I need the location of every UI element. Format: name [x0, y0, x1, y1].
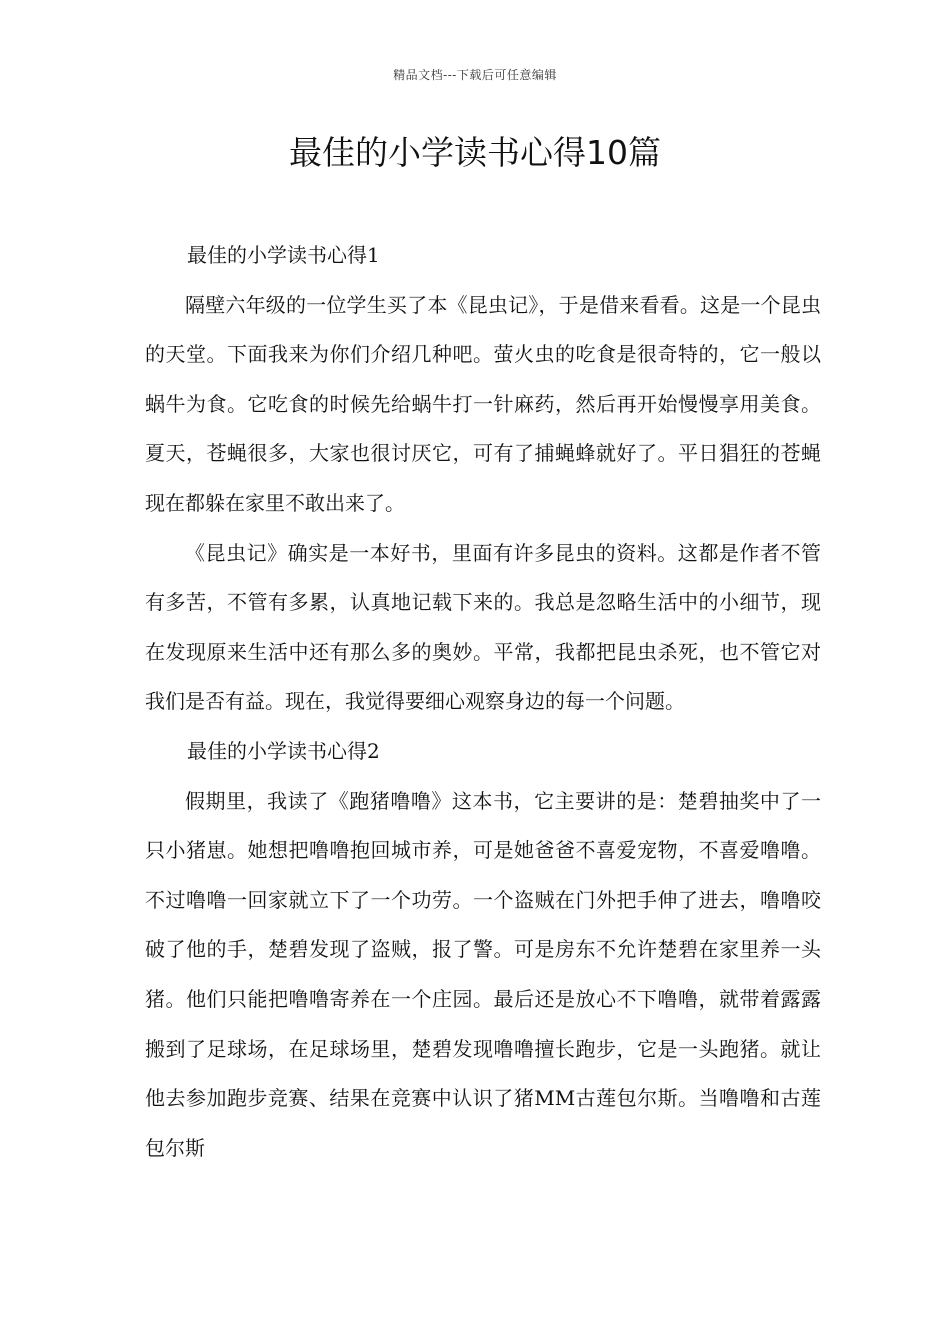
body-paragraph: 隔壁六年级的一位学生买了本《昆虫记》，于是借来看看。这是一个昆虫的天堂。下面我来为你们介绍几种吧。萤火虫的吃食是很奇特的，它一般以蜗牛为食。它吃食的时候先给蜗牛打一针麻药，然后再开始慢慢享用美食。夏天，苍蝇很多，大家也很讨厌它，可有了捕蝇蜂就好了。平日猖狂的苍蝇现在都躲在家里不敢出来了。 — [145, 292, 821, 515]
section-heading: 最佳的小学读书心得2 — [187, 738, 380, 763]
body-paragraph: 假期里，我读了《跑猪噜噜》这本书，它主要讲的是：楚碧抽奖中了一只小猪崽。她想把噜噜抱回城市养，可是她爸爸不喜爱宠物，不喜爱噜噜。不过噜噜一回家就立下了一个功劳。一个盗贼在门外把手伸了进去，噜噜咬破了他的手，楚碧发现了盗贼，报了警。可是房东不允许楚碧在家里养一头猪。他们只能把噜噜寄养在一个庄园。最后还是放心不下噜噜，就带着露露搬到了足球场，在足球场里，楚碧发现噜噜擅长跑步，它是一头跑猪。就让他去参加跑步竞赛、结果在竞赛中认识了猪MM古莲包尔斯。当噜噜和古莲包尔斯 — [145, 788, 821, 1160]
section-heading: 最佳的小学读书心得1 — [187, 243, 380, 267]
header-note: 精品文档---下载后可任意编辑 — [393, 68, 557, 82]
document-body — [145, 231, 821, 1173]
document-title: 最佳的小学读书心得10篇 — [289, 133, 661, 172]
body-paragraph: 《昆虫记》确实是一本好书，里面有许多昆虫的资料。这都是作者不管有多苦，不管有多累，认真地记载下来的。我总是忽略生活中的小细节，现在发现原来生活中还有那么多的奥妙。平常，我都把昆虫杀死，也不管它对我们是否有益。现在，我觉得要细心观察身边的每一个问题。 — [145, 540, 821, 714]
